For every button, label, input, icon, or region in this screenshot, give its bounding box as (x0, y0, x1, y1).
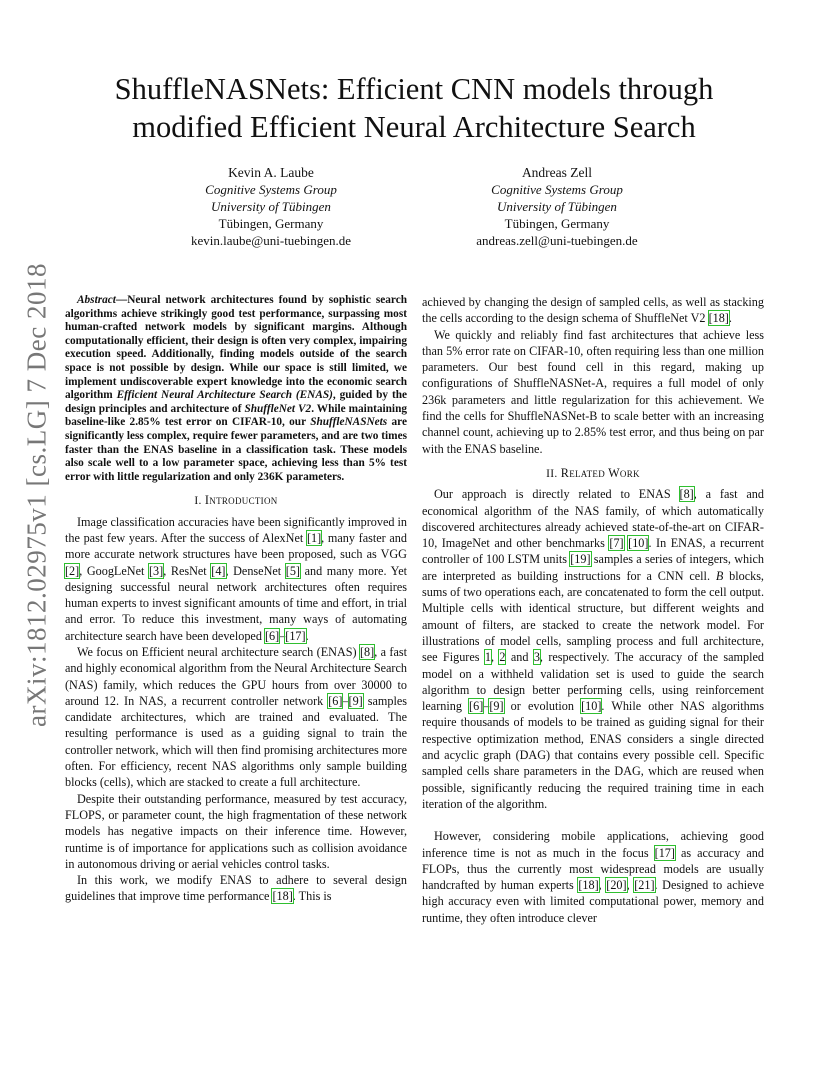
paragraph: Despite their outstanding performance, measured by test accuracy, FLOPS, or parameter count, the high fragmentation of these network models has negative impacts on their inference time. However, runtime is of importance for applications such as collision avoidance in autonomous driving or aerial vehicles control tasks. (65, 791, 407, 871)
section-title: Related Work (560, 465, 640, 480)
abstract-term: Efficient Neural Architecture Search (ENAS) (116, 389, 333, 402)
citation-link[interactable]: [8] (359, 644, 375, 659)
citation-link[interactable]: [2] (65, 563, 80, 578)
citation-link[interactable]: [21] (634, 878, 655, 893)
paragraph: We quickly and reliably find fast architectures that achieve less than 5% error rate on CIFAR-10, often requiring less than one million parameters. Our best found cell in this regard, making up configurations of ShuffleNASNet-A, requires a full model of only 236k parameters and little regularization for this achievement. We find the cells for ShuffleNASNet-B to scale better with an increasing channel count, achieving up to 2.85% test error, and thus being on par with the ENAS baseline. (422, 327, 764, 456)
abstract-term: ShuffleNet V2 (244, 402, 312, 415)
paragraph: We focus on Efficient neural architecture search (ENAS) [8], a fast and highly economical algorithm from the Neural Architecture Search (NAS) family, which reduces the GPU hours from over 30000 to around 12. In NAS, a recurrent controller network [6]–[9] samples candidate architectures, which are trained and evaluated. The resulting performance is used as a guiding signal to train the controller network, which will then find promising architectures more often. For efficiency, recent NAS algorithms only sample building blocks (cells), which are stacked to create a full architecture. (65, 644, 407, 790)
arxiv-stamp-text: arXiv:1812.02975v1 [cs.LG] 7 Dec 2018 (21, 263, 52, 727)
section-number: I. (194, 495, 202, 508)
section-number: II. (546, 467, 558, 480)
arxiv-stamp (20, 263, 54, 727)
author-name: Kevin A. Laube (228, 165, 314, 180)
citation-link[interactable]: [4] (211, 563, 226, 578)
citation-link[interactable]: [20] (606, 878, 627, 893)
citation-link[interactable]: [18] (272, 889, 293, 904)
author-block-1 (121, 164, 421, 249)
citation-link[interactable]: [5] (285, 563, 300, 578)
citation-link[interactable]: [17] (285, 628, 306, 643)
section-heading (65, 492, 407, 509)
citation-link[interactable]: [18] (578, 878, 599, 893)
author-city: Tübingen, Germany (218, 216, 324, 231)
author-email[interactable]: andreas.zell@uni-tuebingen.de (476, 233, 638, 248)
author-university: University of Tübingen (497, 199, 617, 214)
paragraph: achieved by changing the design of sampled cells, as well as stacking the cells according to the design schema of ShuffleNet V2 [18]. (422, 295, 764, 326)
abstract-label: Abstract (77, 294, 116, 306)
author-block-2 (407, 164, 707, 249)
paragraph: Image classification accuracies have been significantly improved in the past few years. After the success of AlexNet [1], many faster and more accurate network structures have been proposed, such as VGG [2], GoogLeNet [3], ResNet [4], DenseNet [5] and many more. Yet designing successful neural network architectures often requires human experts to invest significant amounts of time and effort, in trial and error. To reduce this investment, many ways of automating architecture search have been developed [6]–[17]. (65, 514, 407, 643)
paragraph: However, considering mobile applications, achieving good inference time is not as much in the focus [17] as accuracy and FLOPs, thus the currently most widespread models are usually handcrafted by human experts [18], [20], [21]. Designed to achieve high accuracy even with limited computational power, memory and runtime, they often introduce clever (422, 829, 765, 925)
citation-link[interactable]: [6] (469, 699, 484, 714)
author-group: Cognitive Systems Group (491, 182, 623, 197)
author-group: Cognitive Systems Group (205, 182, 337, 197)
paragraph: Our approach is directly related to ENAS [8], a fast and economical algorithm of the NAS family, of which automatically discovered architectures already achieved state-of-the-art on CIFAR-10, ImageNet and other benchmarks [7] [10]. In ENAS, a recurrent controller of 100 LSTM units [19] samples a series of integers, which are interpreted as building instructions for a CNN cell. B blocks, sums of two operations each, are concatenated to form the cell output. Multiple cells with identical structure, but different weights and amount of filters, are stacked to create the network model. For illustrations of model cells, sampling process and full architecture, see Figures 1, 2 and 3, respectively. The accuracy of the sampled model on a withheld validation set is used to guide the search algorithm to design better performing cells, using reinforcement learning [6]–[9] or evolution [10]. While other NAS algorithms require thousands of models to be trained as guiding signal for their respective optimization method, ENAS considers a single directed and acyclic graph (DAG) that contains every possible cell. Specific sampled cells share parameters in the DAG, which are reused when possible, significantly reducing the required training time in each iteration of the algorithm. (422, 487, 765, 811)
author-city: Tübingen, Germany (504, 216, 610, 231)
citation-link[interactable]: [9] (348, 693, 363, 708)
section-heading (422, 465, 764, 482)
abstract-text: are significantly less complex, require fewer parameters, and are two times faster than the ENAS baseline in a classification task. These models also scale well to a low parameter space, achieving less than 5% test error with little regularization and only 236K parameters. (65, 416, 407, 483)
citation-link[interactable]: [3] (148, 563, 164, 578)
abstract (65, 294, 407, 484)
paragraph-gap (422, 812, 764, 828)
citation-link[interactable]: [10] (581, 699, 602, 714)
citation-link[interactable]: [10] (628, 536, 649, 551)
citation-link[interactable]: [17] (654, 845, 675, 860)
abstract-text: , guided by the design principles and architecture of (65, 389, 408, 415)
paragraph: In this work, we modify ENAS to adhere to several design guidelines that improve time performance [18]. This is (65, 873, 407, 904)
author-email[interactable]: kevin.laube@uni-tuebingen.de (191, 233, 351, 248)
math-symbol: B (715, 568, 724, 583)
citation-link[interactable]: [1] (306, 530, 322, 545)
abstract-text: . While maintaining baseline-like 2.85% test error on CIFAR-10, our (65, 402, 408, 429)
citation-link[interactable]: [19] (570, 552, 591, 567)
author-name: Andreas Zell (521, 165, 593, 180)
citation-link[interactable]: [9] (489, 699, 504, 714)
figure-link[interactable]: 1 (484, 650, 491, 665)
citation-link[interactable]: [18] (708, 311, 729, 326)
figure-link[interactable]: 2 (499, 650, 506, 665)
right-column (422, 294, 764, 926)
author-university: University of Tübingen (211, 199, 331, 214)
abstract-term: ShuffleNASNets (310, 416, 388, 429)
figure-link[interactable]: 3 (533, 650, 540, 665)
left-column (65, 294, 407, 905)
citation-link[interactable]: [7] (609, 536, 624, 551)
paper-title: ShuffleNASNets: Efficient CNN models through modified Efficient Neural Architecture Search (114, 72, 714, 144)
citation-link[interactable]: [6] (328, 693, 343, 708)
abstract-text: —Neural network architectures found by sophistic search algorithms achieve strikingly good test performance, surpassing most human-crafted network models by significant margins. Although computationally efficient, their design is often very complex, impairing execution speed. Additionally, finding models outside of the search space is not possible by design. While our space is still limited, we implement undiscoverable expert knowledge into the economic search algorithm (65, 294, 407, 402)
citation-link[interactable]: [8] (679, 487, 694, 502)
section-title: Introduction (204, 493, 278, 508)
citation-link[interactable]: [6] (264, 628, 280, 643)
